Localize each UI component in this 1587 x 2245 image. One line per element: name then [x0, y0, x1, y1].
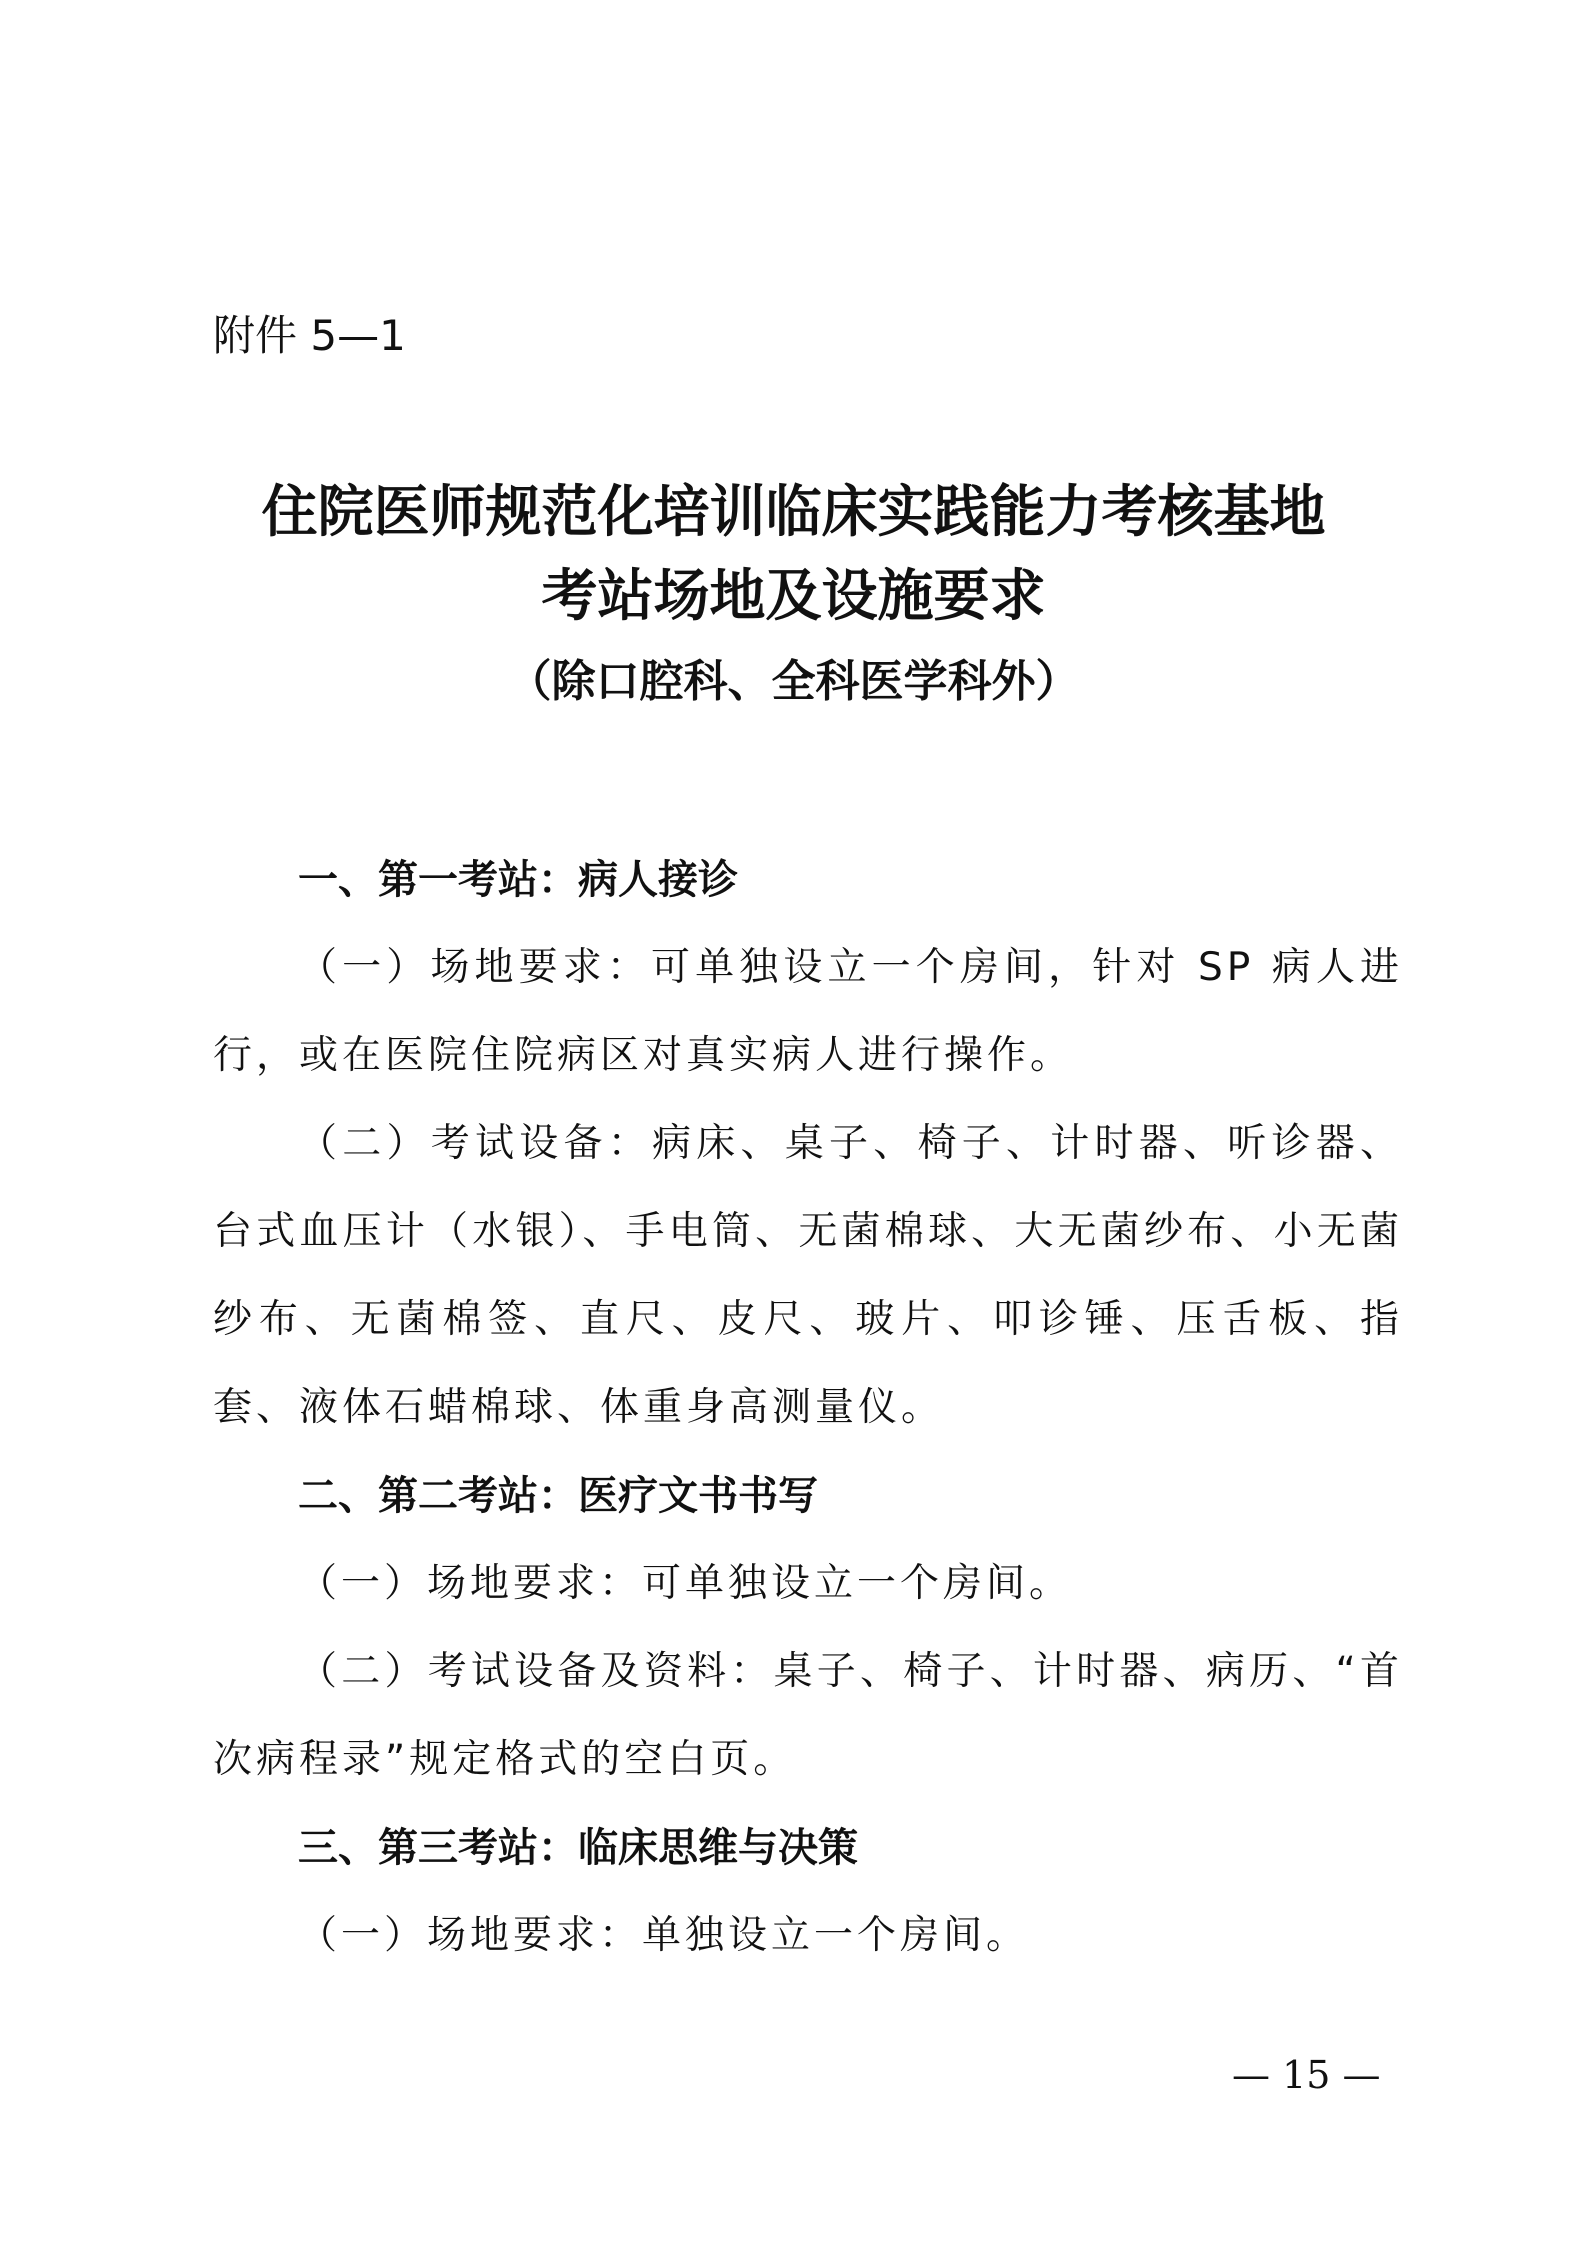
document-body: [213, 836, 1403, 1980]
section-1: [213, 836, 1403, 1452]
section-heading: 一、第一考站：病人接诊: [298, 857, 738, 903]
paragraph-text: 可单独设立一个房间。: [642, 1561, 1073, 1606]
title-line-2: 考站场地及设施要求: [541, 563, 1046, 629]
title-subtitle: （除口腔科、全科医学科外）: [507, 656, 1080, 707]
section-paragraph: [213, 1540, 1403, 1628]
paragraph-lead: （一）场地要求：: [298, 1561, 643, 1606]
section-paragraph: [213, 1100, 1403, 1452]
attachment-label: 附件 5—1: [213, 311, 406, 360]
paragraph-lead: （二）考试设备：: [298, 1121, 652, 1166]
paragraph-lead: （二）考试设备及资料：: [298, 1649, 774, 1694]
section-paragraph: [213, 1892, 1403, 1980]
section-2: [213, 1452, 1403, 1804]
paragraph-text: 可单独设立一个房间，针对 SP 病人进行，或在医院住院病区对真实病人进行操作。: [213, 945, 1403, 1078]
paragraph-text: 桌子、椅子、计时器、病历、“首次病程录”规定格式的空白页。: [213, 1649, 1403, 1782]
section-paragraph: [213, 924, 1403, 1100]
section-paragraph: [213, 1628, 1403, 1804]
section-3: [213, 1804, 1403, 1980]
section-heading: 三、第三考站：临床思维与决策: [298, 1825, 858, 1871]
paragraph-text: 单独设立一个房间。: [642, 1913, 1030, 1958]
title-line-1: 住院医师规范化培训临床实践能力考核基地: [261, 479, 1326, 545]
section-heading: 二、第二考站：医疗文书书写: [298, 1473, 818, 1519]
paragraph-lead: （一）场地要求：: [298, 1913, 643, 1958]
document-title: [0, 470, 1587, 710]
paragraph-lead: （一）场地要求：: [298, 945, 651, 990]
page-number: — 15 —: [1232, 2053, 1381, 2097]
paragraph-text: 病床、桌子、椅子、计时器、听诊器、台式血压计（水银）、手电筒、无菌棉球、大无菌纱布、小无菌纱布、无菌棉签、直尺、皮尺、玻片、叩诊锤、压舌板、指套、液体石蜡棉球、体重身高测量仪。: [213, 1121, 1403, 1430]
